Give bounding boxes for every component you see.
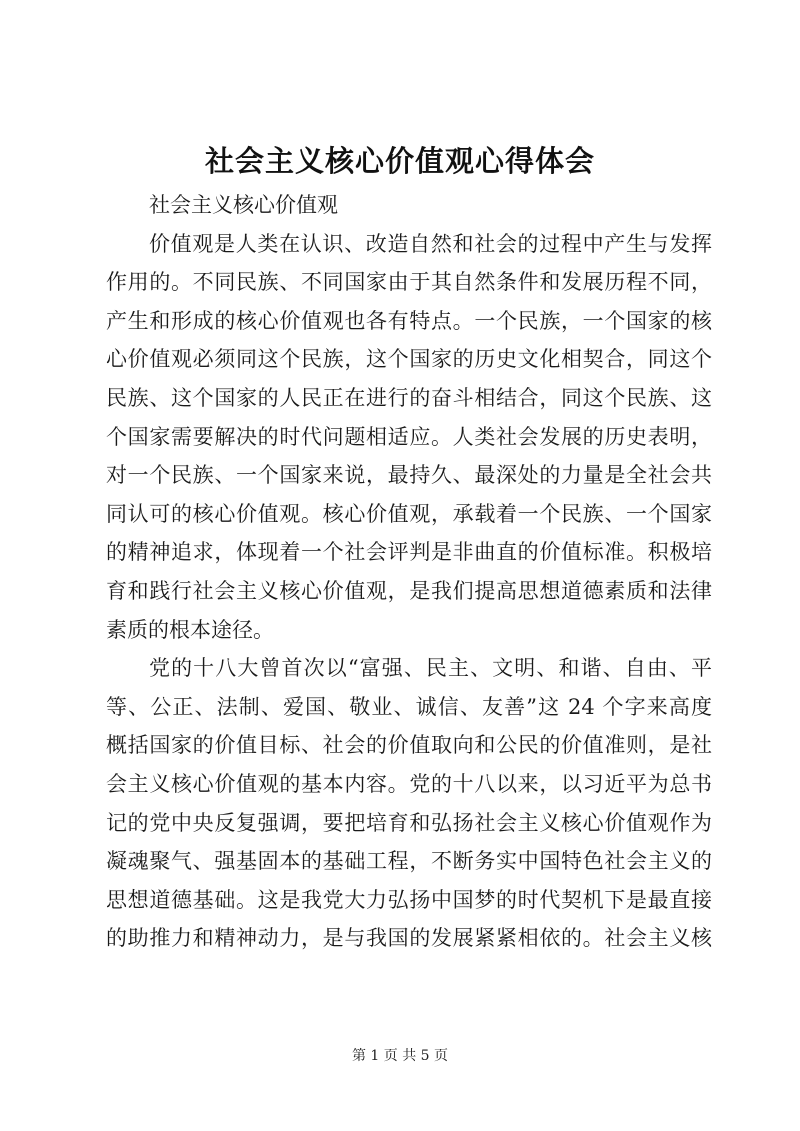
text-line: 凝魂聚气、强基固本的基础工程，不断务实中国特色社会主义的 — [106, 849, 712, 874]
text-line: 个国家需要解决的时代问题相适应。人类社会发展的历史表明， — [106, 424, 712, 449]
text-line: 社会主义核心价值观 — [149, 193, 338, 217]
document-title: 社会主义核心价值观心得体会 — [204, 144, 595, 178]
text-line: 等、公正、法制、爱国、敬业、诚信、友善”这 24 个字来高度 — [106, 694, 712, 719]
text-line: 作用的。不同民族、不同国家由于其自然条件和发展历程不同， — [106, 270, 712, 295]
text-line: 概括国家的价值目标、社会的价值取向和公民的价值准则，是社 — [106, 733, 712, 758]
text-line: 的精神追求，体现着一个社会评判是非曲直的价值标准。积极培 — [106, 540, 712, 565]
page-footer: 第 1 页 共 5 页 — [351, 1048, 449, 1064]
text-line: 的助推力和精神动力，是与我国的发展紧紧相依的。社会主义核 — [106, 926, 712, 951]
text-line: 同认可的核心价值观。核心价值观，承载着一个民族、一个国家 — [106, 501, 712, 526]
text-line: 心价值观必须同这个民族，这个国家的历史文化相契合，同这个 — [106, 347, 712, 372]
text-line: 党的十八大曾首次以“富强、民主、文明、和谐、自由、平 — [149, 656, 712, 681]
text-line: 育和践行社会主义核心价值观，是我们提高思想道德素质和法律 — [106, 578, 712, 603]
text-line: 记的党中央反复强调，要把培育和弘扬社会主义核心价值观作为 — [106, 810, 712, 835]
text-line: 会主义核心价值观的基本内容。党的十八以来，以习近平为总书 — [106, 771, 712, 796]
text-line: 民族、这个国家的人民正在进行的奋斗相结合，同这个民族、这 — [106, 385, 712, 410]
text-line: 素质的根本途径。 — [106, 617, 274, 642]
text-line: 思想道德基础。这是我党大力弘扬中国梦的时代契机下是最直接 — [106, 887, 712, 912]
text-line: 产生和形成的核心价值观也各有特点。一个民族，一个国家的核 — [106, 308, 712, 333]
document-body — [106, 186, 712, 958]
text-line: 对一个民族、一个国家来说，最持久、最深处的力量是全社会共 — [106, 463, 712, 488]
text-line: 价值观是人类在认识、改造自然和社会的过程中产生与发挥 — [149, 231, 712, 256]
